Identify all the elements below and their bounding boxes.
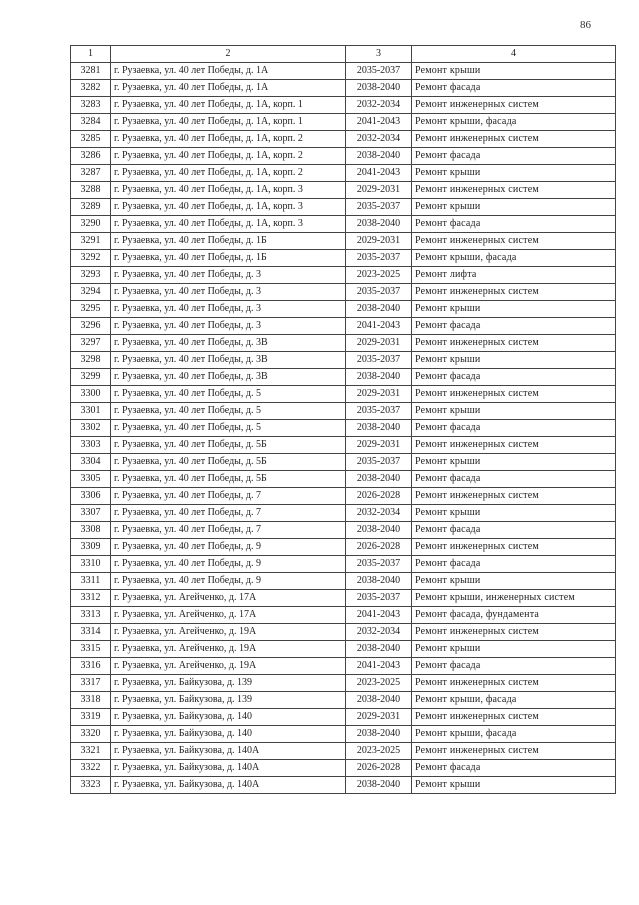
table-row	[71, 556, 616, 573]
row-number: 3307	[71, 505, 111, 522]
row-period: 2029-2031	[346, 233, 412, 250]
row-address: г. Рузаевка, ул. 40 лет Победы, д. 1А, корп. 1	[111, 97, 346, 114]
row-period: 2032-2034	[346, 624, 412, 641]
row-address: г. Рузаевка, ул. Агейченко, д. 19А	[111, 624, 346, 641]
row-period: 2029-2031	[346, 335, 412, 352]
row-number: 3308	[71, 522, 111, 539]
row-address: г. Рузаевка, ул. Агейченко, д. 17А	[111, 607, 346, 624]
row-address: г. Рузаевка, ул. 40 лет Победы, д. 3	[111, 301, 346, 318]
row-number: 3287	[71, 165, 111, 182]
row-address: г. Рузаевка, ул. 40 лет Победы, д. 1А, корп. 2	[111, 148, 346, 165]
table-row	[71, 692, 616, 709]
row-address: г. Рузаевка, ул. 40 лет Победы, д. 9	[111, 539, 346, 556]
row-work-type: Ремонт крыши	[412, 199, 616, 216]
table-row	[71, 777, 616, 794]
row-work-type: Ремонт крыши	[412, 352, 616, 369]
row-number: 3281	[71, 63, 111, 80]
row-work-type: Ремонт фасада, фундамента	[412, 607, 616, 624]
row-period: 2038-2040	[346, 420, 412, 437]
row-number: 3291	[71, 233, 111, 250]
row-address: г. Рузаевка, ул. 40 лет Победы, д. 1А, корп. 3	[111, 182, 346, 199]
column-header-number: 1	[71, 46, 111, 63]
table-row	[71, 624, 616, 641]
row-number: 3296	[71, 318, 111, 335]
row-period: 2023-2025	[346, 743, 412, 760]
row-period: 2029-2031	[346, 182, 412, 199]
row-address: г. Рузаевка, ул. 40 лет Победы, д. 1А, корп. 1	[111, 114, 346, 131]
row-work-type: Ремонт крыши	[412, 505, 616, 522]
table-row	[71, 284, 616, 301]
table-row	[71, 148, 616, 165]
table-row	[71, 658, 616, 675]
table-row	[71, 522, 616, 539]
row-address: г. Рузаевка, ул. 40 лет Победы, д. 3В	[111, 352, 346, 369]
row-number: 3312	[71, 590, 111, 607]
row-work-type: Ремонт крыши	[412, 573, 616, 590]
row-period: 2035-2037	[346, 556, 412, 573]
row-address: г. Рузаевка, ул. 40 лет Победы, д. 5Б	[111, 454, 346, 471]
row-work-type: Ремонт инженерных систем	[412, 131, 616, 148]
row-address: г. Рузаевка, ул. 40 лет Победы, д. 3В	[111, 369, 346, 386]
row-period: 2035-2037	[346, 199, 412, 216]
row-number: 3294	[71, 284, 111, 301]
row-period: 2041-2043	[346, 607, 412, 624]
row-work-type: Ремонт крыши, фасада	[412, 726, 616, 743]
row-work-type: Ремонт крыши, фасада	[412, 692, 616, 709]
row-work-type: Ремонт фасада	[412, 556, 616, 573]
table-row	[71, 709, 616, 726]
row-address: г. Рузаевка, ул. 40 лет Победы, д. 7	[111, 488, 346, 505]
row-work-type: Ремонт инженерных систем	[412, 624, 616, 641]
row-address: г. Рузаевка, ул. 40 лет Победы, д. 7	[111, 505, 346, 522]
row-address: г. Рузаевка, ул. Байкузова, д. 139	[111, 675, 346, 692]
row-period: 2035-2037	[346, 250, 412, 267]
table-row	[71, 267, 616, 284]
row-address: г. Рузаевка, ул. 40 лет Победы, д. 3	[111, 318, 346, 335]
row-number: 3292	[71, 250, 111, 267]
row-number: 3289	[71, 199, 111, 216]
row-work-type: Ремонт крыши	[412, 165, 616, 182]
table-row	[71, 80, 616, 97]
row-work-type: Ремонт крыши	[412, 641, 616, 658]
row-number: 3311	[71, 573, 111, 590]
row-period: 2041-2043	[346, 658, 412, 675]
row-address: г. Рузаевка, ул. 40 лет Победы, д. 1А, корп. 2	[111, 131, 346, 148]
column-header-work-type: 4	[412, 46, 616, 63]
row-work-type: Ремонт фасада	[412, 420, 616, 437]
row-number: 3323	[71, 777, 111, 794]
table-row	[71, 488, 616, 505]
row-period: 2032-2034	[346, 131, 412, 148]
table-row	[71, 131, 616, 148]
row-number: 3319	[71, 709, 111, 726]
row-number: 3303	[71, 437, 111, 454]
row-number: 3305	[71, 471, 111, 488]
table-row	[71, 369, 616, 386]
row-period: 2029-2031	[346, 709, 412, 726]
row-period: 2032-2034	[346, 505, 412, 522]
row-work-type: Ремонт фасада	[412, 148, 616, 165]
row-period: 2038-2040	[346, 726, 412, 743]
table-row	[71, 641, 616, 658]
table-row	[71, 607, 616, 624]
row-number: 3297	[71, 335, 111, 352]
row-period: 2035-2037	[346, 63, 412, 80]
row-period: 2038-2040	[346, 573, 412, 590]
row-work-type: Ремонт крыши	[412, 63, 616, 80]
row-work-type: Ремонт инженерных систем	[412, 182, 616, 199]
row-period: 2026-2028	[346, 539, 412, 556]
row-period: 2038-2040	[346, 692, 412, 709]
row-address: г. Рузаевка, ул. Байкузова, д. 139	[111, 692, 346, 709]
table-row	[71, 182, 616, 199]
row-address: г. Рузаевка, ул. Агейченко, д. 19А	[111, 641, 346, 658]
table-row	[71, 743, 616, 760]
row-period: 2035-2037	[346, 403, 412, 420]
row-period: 2026-2028	[346, 760, 412, 777]
row-work-type: Ремонт крыши	[412, 403, 616, 420]
row-address: г. Рузаевка, ул. 40 лет Победы, д. 3В	[111, 335, 346, 352]
row-number: 3293	[71, 267, 111, 284]
row-number: 3290	[71, 216, 111, 233]
row-work-type: Ремонт крыши	[412, 454, 616, 471]
row-work-type: Ремонт крыши, фасада	[412, 114, 616, 131]
row-number: 3310	[71, 556, 111, 573]
row-number: 3322	[71, 760, 111, 777]
row-work-type: Ремонт лифта	[412, 267, 616, 284]
row-work-type: Ремонт инженерных систем	[412, 335, 616, 352]
row-period: 2038-2040	[346, 301, 412, 318]
row-work-type: Ремонт инженерных систем	[412, 709, 616, 726]
row-number: 3304	[71, 454, 111, 471]
table-row	[71, 726, 616, 743]
row-address: г. Рузаевка, ул. Байкузова, д. 140А	[111, 743, 346, 760]
table-row	[71, 301, 616, 318]
row-number: 3301	[71, 403, 111, 420]
row-address: г. Рузаевка, ул. 40 лет Победы, д. 3	[111, 267, 346, 284]
row-address: г. Рузаевка, ул. 40 лет Победы, д. 9	[111, 573, 346, 590]
table-row	[71, 590, 616, 607]
table-row	[71, 437, 616, 454]
row-address: г. Рузаевка, ул. Байкузова, д. 140А	[111, 760, 346, 777]
row-number: 3288	[71, 182, 111, 199]
row-period: 2038-2040	[346, 522, 412, 539]
row-number: 3306	[71, 488, 111, 505]
row-number: 3295	[71, 301, 111, 318]
row-period: 2038-2040	[346, 471, 412, 488]
row-work-type: Ремонт крыши, фасада	[412, 250, 616, 267]
row-address: г. Рузаевка, ул. 40 лет Победы, д. 5Б	[111, 437, 346, 454]
row-period: 2038-2040	[346, 641, 412, 658]
row-address: г. Рузаевка, ул. Байкузова, д. 140	[111, 709, 346, 726]
row-period: 2023-2025	[346, 675, 412, 692]
row-work-type: Ремонт инженерных систем	[412, 675, 616, 692]
row-work-type: Ремонт инженерных систем	[412, 539, 616, 556]
row-period: 2035-2037	[346, 590, 412, 607]
row-number: 3283	[71, 97, 111, 114]
row-address: г. Рузаевка, ул. Агейченко, д. 17А	[111, 590, 346, 607]
table-row	[71, 250, 616, 267]
row-number: 3320	[71, 726, 111, 743]
table-row	[71, 352, 616, 369]
row-work-type: Ремонт фасада	[412, 318, 616, 335]
table-body	[71, 63, 616, 794]
row-address: г. Рузаевка, ул. 40 лет Победы, д. 5Б	[111, 471, 346, 488]
row-number: 3318	[71, 692, 111, 709]
table-row	[71, 63, 616, 80]
table-row	[71, 420, 616, 437]
row-period: 2035-2037	[346, 352, 412, 369]
row-address: г. Рузаевка, ул. 40 лет Победы, д. 1Б	[111, 250, 346, 267]
row-work-type: Ремонт крыши, инженерных систем	[412, 590, 616, 607]
table-row	[71, 97, 616, 114]
table-row	[71, 216, 616, 233]
row-work-type: Ремонт фасада	[412, 658, 616, 675]
row-number: 3284	[71, 114, 111, 131]
table-row	[71, 505, 616, 522]
row-number: 3300	[71, 386, 111, 403]
table-row	[71, 760, 616, 777]
row-work-type: Ремонт фасада	[412, 471, 616, 488]
column-header-period: 3	[346, 46, 412, 63]
row-period: 2035-2037	[346, 454, 412, 471]
row-period: 2041-2043	[346, 318, 412, 335]
row-work-type: Ремонт фасада	[412, 369, 616, 386]
row-work-type: Ремонт инженерных систем	[412, 488, 616, 505]
table-row	[71, 335, 616, 352]
row-number: 3302	[71, 420, 111, 437]
page-number: 86	[580, 19, 591, 31]
row-number: 3299	[71, 369, 111, 386]
row-address: г. Рузаевка, ул. Байкузова, д. 140	[111, 726, 346, 743]
row-address: г. Рузаевка, ул. 40 лет Победы, д. 1А, корп. 2	[111, 165, 346, 182]
row-work-type: Ремонт инженерных систем	[412, 743, 616, 760]
table-row	[71, 233, 616, 250]
row-work-type: Ремонт крыши	[412, 301, 616, 318]
row-address: г. Рузаевка, ул. 40 лет Победы, д. 7	[111, 522, 346, 539]
row-work-type: Ремонт фасада	[412, 522, 616, 539]
row-period: 2035-2037	[346, 284, 412, 301]
repair-schedule-table	[70, 45, 616, 794]
row-period: 2023-2025	[346, 267, 412, 284]
row-period: 2041-2043	[346, 114, 412, 131]
row-period: 2038-2040	[346, 216, 412, 233]
table-row	[71, 199, 616, 216]
row-number: 3285	[71, 131, 111, 148]
table-row	[71, 165, 616, 182]
table-header-row	[71, 46, 616, 63]
row-work-type: Ремонт инженерных систем	[412, 284, 616, 301]
row-work-type: Ремонт фасада	[412, 216, 616, 233]
table-row	[71, 318, 616, 335]
row-number: 3286	[71, 148, 111, 165]
row-work-type: Ремонт крыши	[412, 777, 616, 794]
row-address: г. Рузаевка, ул. 40 лет Победы, д. 5	[111, 386, 346, 403]
row-number: 3317	[71, 675, 111, 692]
row-address: г. Рузаевка, ул. 40 лет Победы, д. 1А	[111, 63, 346, 80]
row-address: г. Рузаевка, ул. 40 лет Победы, д. 1А	[111, 80, 346, 97]
column-header-address: 2	[111, 46, 346, 63]
row-address: г. Рузаевка, ул. 40 лет Победы, д. 1Б	[111, 233, 346, 250]
row-number: 3316	[71, 658, 111, 675]
row-period: 2038-2040	[346, 80, 412, 97]
table-row	[71, 471, 616, 488]
row-address: г. Рузаевка, ул. Байкузова, д. 140А	[111, 777, 346, 794]
row-address: г. Рузаевка, ул. 40 лет Победы, д. 1А, корп. 3	[111, 199, 346, 216]
row-period: 2029-2031	[346, 386, 412, 403]
row-address: г. Рузаевка, ул. 40 лет Победы, д. 5	[111, 403, 346, 420]
row-period: 2038-2040	[346, 369, 412, 386]
row-work-type: Ремонт инженерных систем	[412, 437, 616, 454]
table-row	[71, 675, 616, 692]
row-number: 3309	[71, 539, 111, 556]
row-number: 3321	[71, 743, 111, 760]
row-number: 3313	[71, 607, 111, 624]
row-period: 2041-2043	[346, 165, 412, 182]
table-row	[71, 386, 616, 403]
row-period: 2038-2040	[346, 777, 412, 794]
row-number: 3282	[71, 80, 111, 97]
row-work-type: Ремонт фасада	[412, 80, 616, 97]
row-period: 2032-2034	[346, 97, 412, 114]
row-address: г. Рузаевка, ул. 40 лет Победы, д. 3	[111, 284, 346, 301]
row-address: г. Рузаевка, ул. 40 лет Победы, д. 9	[111, 556, 346, 573]
row-period: 2038-2040	[346, 148, 412, 165]
row-number: 3298	[71, 352, 111, 369]
table-row	[71, 114, 616, 131]
row-number: 3315	[71, 641, 111, 658]
row-number: 3314	[71, 624, 111, 641]
table-row	[71, 403, 616, 420]
table-row	[71, 573, 616, 590]
table-row	[71, 539, 616, 556]
row-work-type: Ремонт фасада	[412, 760, 616, 777]
row-period: 2029-2031	[346, 437, 412, 454]
table-row	[71, 454, 616, 471]
row-period: 2026-2028	[346, 488, 412, 505]
row-work-type: Ремонт инженерных систем	[412, 233, 616, 250]
row-address: г. Рузаевка, ул. 40 лет Победы, д. 1А, корп. 3	[111, 216, 346, 233]
row-address: г. Рузаевка, ул. 40 лет Победы, д. 5	[111, 420, 346, 437]
row-address: г. Рузаевка, ул. Агейченко, д. 19А	[111, 658, 346, 675]
row-work-type: Ремонт инженерных систем	[412, 386, 616, 403]
row-work-type: Ремонт инженерных систем	[412, 97, 616, 114]
